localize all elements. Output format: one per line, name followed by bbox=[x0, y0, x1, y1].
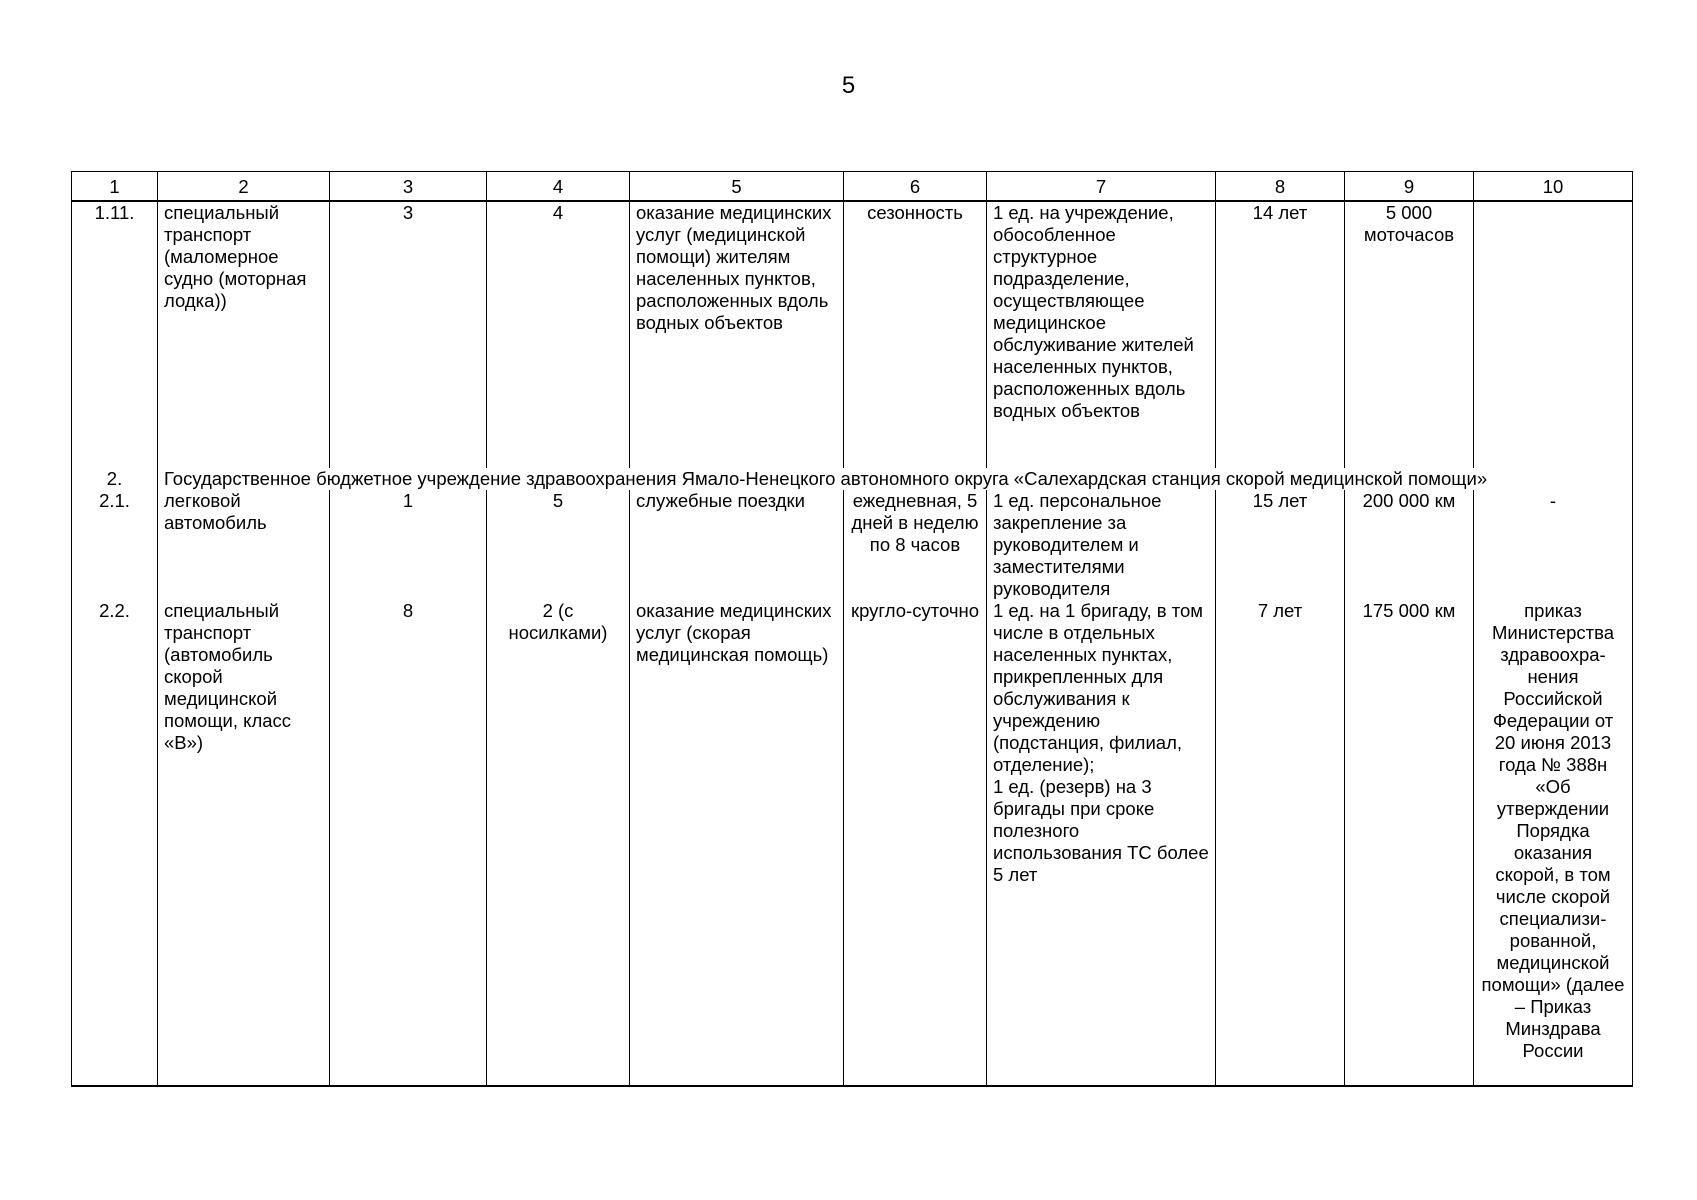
section-title: Государственное бюджетное учреждение здравоохранения Ямало-Ненецкого автономного округа «Салехардская станция скорой медицинской помощи» bbox=[158, 468, 1633, 490]
vehicle-type: специальный транспорт (автомобиль скорой медицинской помощи, класс «В») bbox=[158, 600, 330, 1086]
norm-part-2: 1 ед. (резерв) на 3 бригады при сроке полезного использования ТС более 5 лет bbox=[993, 776, 1209, 885]
header-cell: 9 bbox=[1345, 172, 1474, 202]
header-cell: 2 bbox=[158, 172, 330, 202]
purpose: оказание медицинских услуг (медицинской помощи) жителям населенных пунктов, расположенных вдоль водных объектов bbox=[630, 201, 844, 468]
table-row-1-11 bbox=[72, 201, 1633, 468]
col3-value: 3 bbox=[330, 201, 487, 468]
note bbox=[1474, 201, 1633, 468]
table-row-2-1 bbox=[72, 490, 1633, 600]
row-number: 1.11. bbox=[72, 201, 158, 468]
mileage: 200 000 км bbox=[1345, 490, 1474, 600]
col4-value: 5 bbox=[487, 490, 630, 600]
page-number: 5 bbox=[841, 72, 856, 99]
header-cell: 6 bbox=[844, 172, 987, 202]
mileage: 5 000 моточасов bbox=[1345, 201, 1474, 468]
note: приказ Министерства здравоохра-нения Российской Федерации от 20 июня 2013 года № 388н «Об утверждении Порядка оказания скорой, в том числе скорой специализи-рованной, медицинской помощи» (далее – Приказ Минздрава России bbox=[1474, 600, 1633, 1086]
header-cell: 10 bbox=[1474, 172, 1633, 202]
header-cell: 7 bbox=[987, 172, 1216, 202]
usage-mode: кругло-суточно bbox=[844, 600, 987, 1086]
note: - bbox=[1474, 490, 1633, 600]
norm bbox=[987, 600, 1216, 1086]
service-term: 15 лет bbox=[1216, 490, 1345, 600]
table-row-2-2 bbox=[72, 600, 1633, 1086]
service-term: 7 лет bbox=[1216, 600, 1345, 1086]
section-row-2 bbox=[72, 468, 1633, 490]
purpose: служебные поездки bbox=[630, 490, 844, 600]
section-number: 2. bbox=[72, 468, 158, 490]
row-number: 2.1. bbox=[72, 490, 158, 600]
header-cell: 5 bbox=[630, 172, 844, 202]
usage-mode: ежедневная, 5 дней в неделю по 8 часов bbox=[844, 490, 987, 600]
header-cell: 3 bbox=[330, 172, 487, 202]
col4-value: 4 bbox=[487, 201, 630, 468]
norm-part-1: 1 ед. на 1 бригаду, в том числе в отдельных населенных пунктах, прикрепленных для обслуживания к учреждению (подстанция, филиал, отделение); bbox=[993, 600, 1204, 775]
vehicle-type: легковой автомобиль bbox=[158, 490, 330, 600]
col3-value: 1 bbox=[330, 490, 487, 600]
col4-value: 2 (с носилками) bbox=[487, 600, 630, 1086]
norm: 1 ед. персональное закрепление за руководителем и заместителями руководителя bbox=[987, 490, 1216, 600]
service-term: 14 лет bbox=[1216, 201, 1345, 468]
regulation-table bbox=[71, 171, 1633, 1087]
header-cell: 8 bbox=[1216, 172, 1345, 202]
mileage: 175 000 км bbox=[1345, 600, 1474, 1086]
usage-mode: сезонность bbox=[844, 201, 987, 468]
row-number: 2.2. bbox=[72, 600, 158, 1086]
norm: 1 ед. на учреждение, обособленное структурное подразделение, осуществляющее медицинское обслуживание жителей населенных пунктов, расположенных вдоль водных объектов bbox=[987, 201, 1216, 468]
col3-value: 8 bbox=[330, 600, 487, 1086]
header-row bbox=[72, 172, 1633, 202]
header-cell: 4 bbox=[487, 172, 630, 202]
vehicle-type: специальный транспорт (маломерное судно (моторная лодка)) bbox=[158, 201, 330, 468]
purpose: оказание медицинских услуг (скорая медицинская помощь) bbox=[630, 600, 844, 1086]
header-cell: 1 bbox=[72, 172, 158, 202]
